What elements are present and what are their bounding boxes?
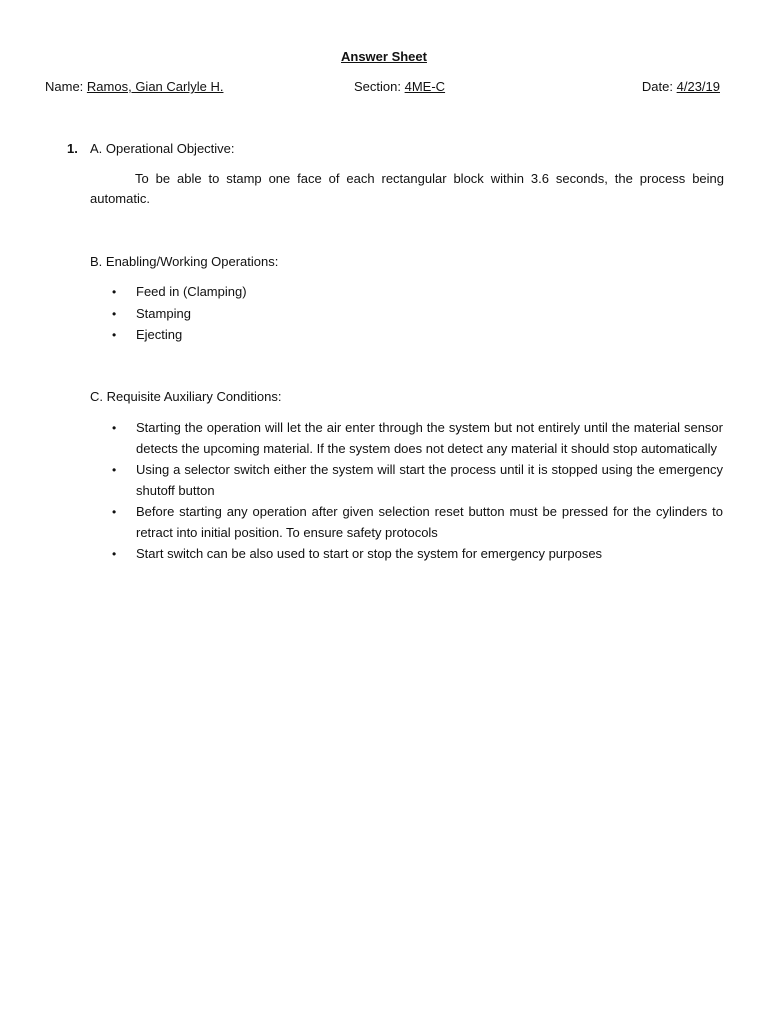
- date-value: 4/23/19: [676, 79, 720, 94]
- date-label: Date:: [641, 79, 673, 94]
- list-item: [112, 282, 723, 303]
- section-a-text: To be able to stamp one face of each rectangular block within 3.6 seconds, the process being automatic.: [90, 171, 724, 206]
- section-c-list: [112, 418, 723, 566]
- bullet-icon: •: [112, 328, 117, 342]
- list-item-text: Before starting any operation after given selection reset button must be pressed for the cylinders to retract into initial position. To ensure safety protocols: [136, 504, 723, 540]
- name-value: Ramos, Gian Carlyle H.: [86, 79, 224, 94]
- section-b-heading: B. Enabling/Working Operations:: [90, 254, 279, 269]
- section-label: Section:: [354, 79, 401, 94]
- date-field: [642, 76, 720, 97]
- bullet-icon: •: [112, 421, 117, 435]
- question-number: 1.: [67, 141, 78, 156]
- list-item-text: Ejecting: [136, 327, 183, 342]
- section-b-list: [112, 282, 723, 347]
- bullet-icon: •: [112, 285, 117, 299]
- bullet-icon: •: [112, 463, 117, 477]
- header-row: [45, 76, 720, 97]
- list-item-text: Starting the operation will let the air enter through the system but not entirely until the material sensor detects the upcoming material. If the system does not detect any material it should stop automatically: [136, 420, 723, 456]
- section-value: 4ME-C: [404, 79, 446, 94]
- section-field: [354, 76, 445, 97]
- list-item-text: Using a selector switch either the system will start the process until it is stopped using the emergency shutoff button: [136, 462, 723, 498]
- list-item: [112, 418, 723, 459]
- list-item-text: Start switch can be also used to start or stop the system for emergency purposes: [136, 546, 603, 561]
- list-item: [112, 502, 723, 543]
- name-label: Name:: [45, 79, 84, 94]
- bullet-icon: •: [112, 505, 117, 519]
- section-c-heading: C. Requisite Auxiliary Conditions:: [90, 389, 282, 404]
- list-item: [112, 460, 723, 501]
- bullet-icon: •: [112, 306, 117, 321]
- list-item: [112, 304, 723, 325]
- list-item-text: Stamping: [136, 305, 191, 321]
- section-a-heading: A. Operational Objective:: [90, 141, 235, 156]
- bullet-icon: •: [112, 547, 117, 561]
- document-title: Answer Sheet: [341, 49, 427, 64]
- list-item-text: Feed in (Clamping): [136, 284, 247, 299]
- list-item: [112, 544, 723, 565]
- list-item: [112, 325, 723, 346]
- name-field: [45, 76, 223, 97]
